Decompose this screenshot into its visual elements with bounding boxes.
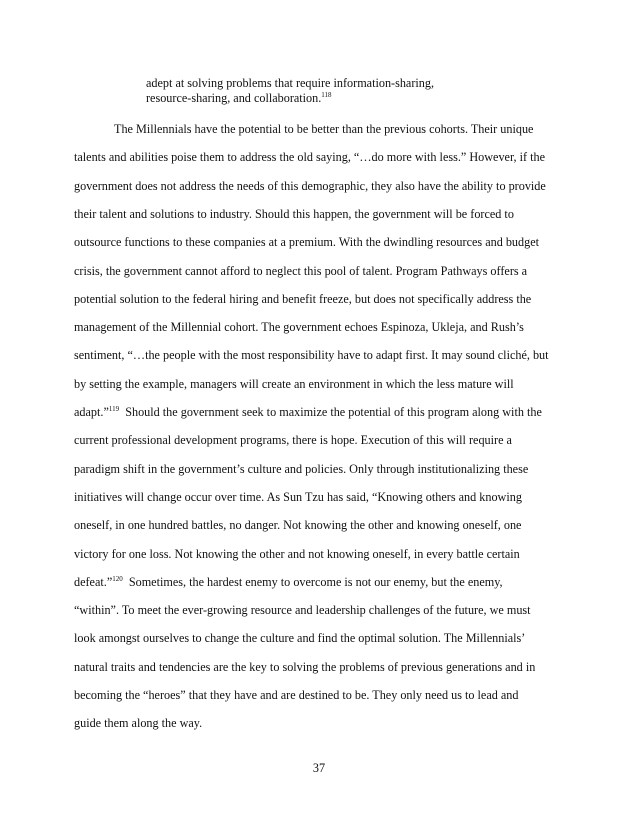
paragraph-line: The Millennials have the potential to be better than the previous cohorts. Their unique	[114, 122, 534, 136]
paragraph-line-text: defeat.”	[74, 574, 113, 589]
paragraph-line: current professional development programs, there is hope. Execution of this will require a	[74, 433, 512, 448]
paragraph-line: paradigm shift in the government’s culture and policies. Only through institutionalizing these	[74, 461, 529, 476]
paragraph-line: becoming the “heroes” that they have and are destined to be. They only need us to lead and	[74, 688, 519, 702]
block-quote	[146, 76, 566, 108]
paragraph-line: guide them along the way.	[74, 716, 203, 731]
paragraph-line: natural traits and tendencies are the key to solving the problems of previous generations and in	[74, 659, 536, 674]
footnote-reference: 119	[108, 405, 120, 413]
quote-line-text: resource-sharing, and collaboration.	[146, 91, 322, 105]
paragraph-line: look amongst ourselves to change the culture and find the optimal solution. The Millennials’	[74, 631, 526, 646]
paragraph-line-text: adapt.”	[74, 405, 109, 419]
quote-line: adept at solving problems that require information-sharing,	[146, 76, 435, 90]
paragraph-line-text: Sometimes, the hardest enemy to overcome is not our enemy, but the enemy,	[122, 574, 503, 589]
paragraph-line: potential solution to the federal hiring and benefit freeze, but does not specifically address the	[74, 291, 532, 306]
paragraph-line: crisis, the government cannot afford to neglect this pool of talent. Program Pathways offers a	[74, 263, 528, 278]
paragraph-line: oneself, in one hundred battles, no danger. Not knowing the other and knowing oneself, one	[74, 518, 522, 533]
paragraph-line: by setting the example, managers will create an environment in which the less mature will	[74, 376, 514, 391]
quote-line	[146, 91, 566, 108]
paragraph-line: government does not address the needs of this demographic, they also have the ability to provide	[74, 178, 546, 193]
paragraph-line	[74, 404, 542, 422]
page-number: 37	[312, 761, 326, 775]
footnote-reference: 118	[321, 91, 332, 99]
paragraph-line: sentiment, “…the people with the most responsibility have to adapt first. It may sound cliché, but	[74, 348, 549, 363]
paragraph-line	[74, 574, 503, 592]
paragraph-line: “within”. To meet the ever-growing resource and leadership challenges of the future, we must	[74, 603, 531, 618]
paragraph-line: initiatives will change occur over time. As Sun Tzu has said, “Knowing others and knowing	[74, 489, 522, 504]
paragraph-line: outsource functions to these companies at a premium. With the dwindling resources and budget	[74, 235, 540, 250]
paragraph-line: victory for one loss. Not knowing the other and not knowing oneself, in every battle certain	[74, 546, 520, 561]
footnote-reference: 120	[112, 574, 123, 583]
paragraph-line: management of the Millennial cohort. The government echoes Espinoza, Ukleja, and Rush’s	[74, 320, 524, 335]
paragraph-line-text: Should the government seek to maximize the potential of this program along with the	[119, 405, 542, 419]
paragraph-line: talents and abilities poise them to address the old saying, “…do more with less.” However, if the	[74, 150, 545, 165]
paragraph-line: their talent and solutions to industry. Should this happen, the government will be forced to	[74, 206, 514, 221]
